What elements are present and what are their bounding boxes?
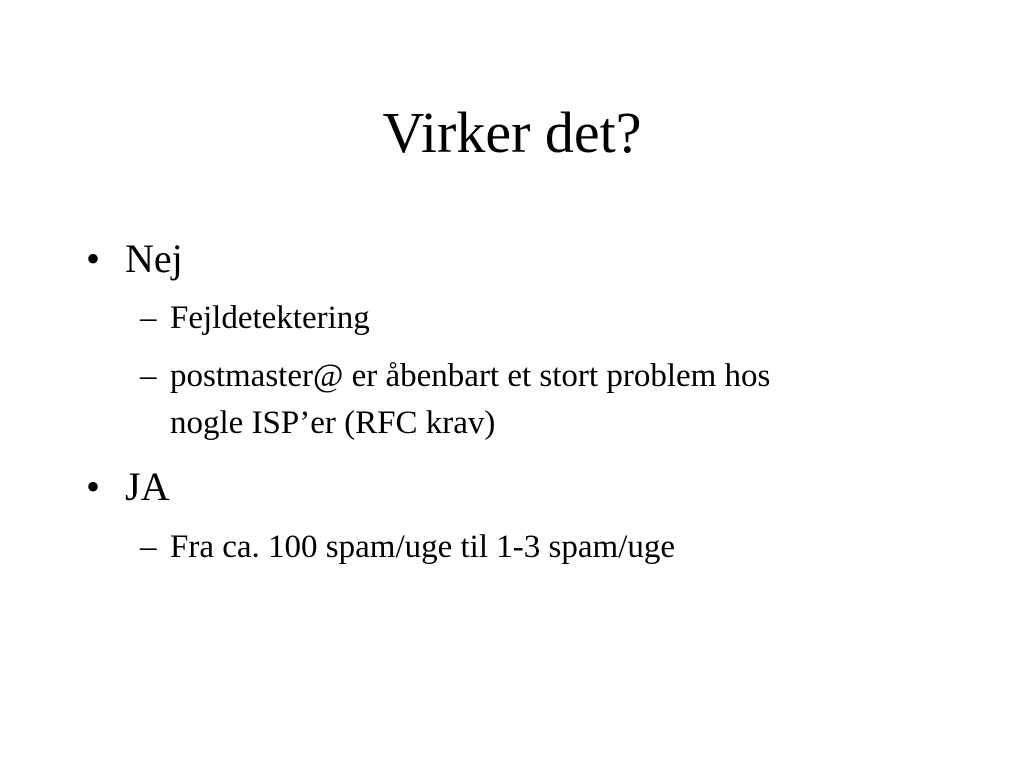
subitem-postmaster-line-1: postmaster@ er åbenbart et stort problem hos: [170, 358, 771, 394]
bullet-item-ja: JA: [125, 464, 170, 509]
subitem-spam-reduction: Fra ca. 100 spam/uge til 1-3 spam/uge: [170, 529, 675, 565]
slide-title: Virker det?: [382, 100, 642, 165]
bullet-marker: •: [86, 236, 101, 281]
dash-marker: –: [140, 300, 157, 336]
dash-marker: –: [140, 529, 157, 565]
subitem-postmaster-line-2: nogle ISP’er (RFC krav): [170, 405, 496, 441]
subitem-fejldetektering: Fejldetektering: [170, 300, 370, 336]
bullet-item-nej: Nej: [125, 236, 183, 281]
bullet-marker: •: [86, 464, 101, 509]
dash-marker: –: [140, 358, 157, 394]
